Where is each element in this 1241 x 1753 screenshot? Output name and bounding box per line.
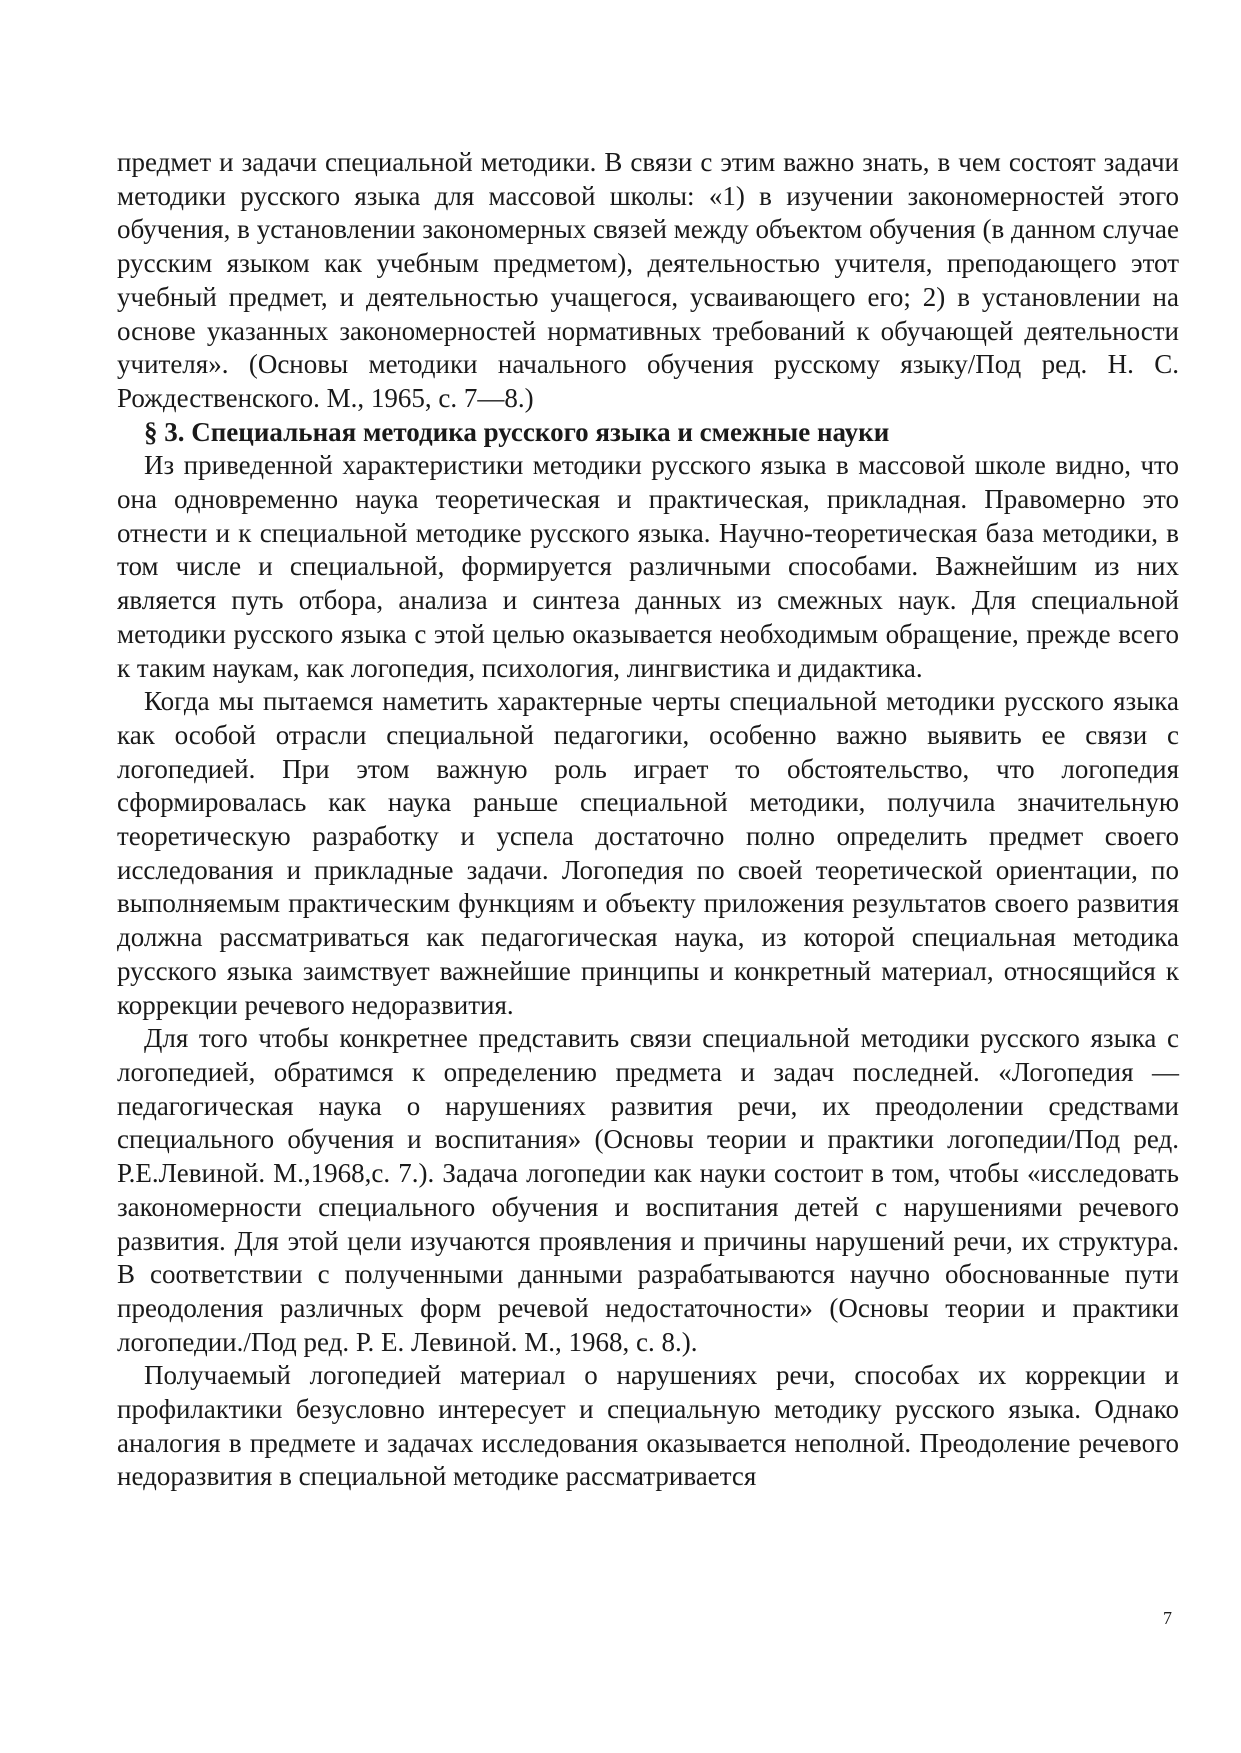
paragraph: Из приведенной характеристики методики русского языка в массовой школе видно, что она одновременно наука теоретическая и практическая, прикладная. Правомерно это отнести и к специальной методике русского языка. Научно-теоретическая база методики, в том числе и специальной, формируется различными способами. Важнейшим из них является путь отбора, анализа и синтеза данных из смежных наук. Для специальной методики русского языка с этой целью оказывается необходимым обращение, прежде всего к таким наукам, как логопедия, психология, лингвистика и дидактика. — [117, 450, 1179, 683]
paragraph-continuation: предмет и задачи специальной методики. В связи с этим важно знать, в чем состоят задачи методики русского языка для массовой школы: «1) в изучении закономерностей этого обучения, в установлении закономерных связей между объектом обучения (в данном случае русским языком как учебным предметом), деятельностью учителя, преподающего этот учебный предмет, и деятельностью учащегося, усваивающего его; 2) в установлении на основе указанных закономерностей нормативных требований к обучающей деятельности учителя». (Основы методики начального обучения русскому языку/Под ред. Н. С. Рождественского. М., 1965, с. 7—8.) — [117, 147, 1179, 413]
section-heading: § 3. Специальная методика русского языка и смежные науки — [144, 416, 890, 447]
paragraph: Когда мы пытаемся наметить характерные черты специальной методики русского языка как особой отрасли специальной педагогики, особенно важно выявить ее связи с логопедией. При этом важную роль играет то обстоятельство, что логопедия сформировалась как наука раньше специальной методики, получила значительную теоретическую разработку и успела достаточно полно определить предмет своего исследования и прикладные задачи. Логопедия по своей теоретической ориентации, по выполняемым практическим функциям и объекту приложения результатов своего развития должна рассматриваться как педагогическая наука, из которой специальная методика русского языка заимствует важнейшие принципы и конкретный материал, относящийся к коррекции речевого недоразвития. — [117, 686, 1179, 1020]
paragraph: Для того чтобы конкретнее представить связи специальной методики русского языка с логопедией, обратимся к определению предмета и задач последней. «Логопедия — педагогическая наука о нарушениях развития речи, их преодолении средствами специального обучения и воспитания» (Основы теории и практики логопедии/Под ред. Р.Е.Левиной. М.,1968,с. 7.). Задача логопедии как науки состоит в том, чтобы «исследовать закономерности специального обучения и воспитания детей с нарушениями речевого развития. Для этой цели изучаются проявления и причины нарушений речи, их структура. В соответствии с полученными данными разрабатываются научно обоснованные пути преодоления различных форм речевой недостаточности» (Основы теории и практики логопедии./Под ред. Р. Е. Левиной. М., 1968, с. 8.). — [117, 1023, 1179, 1357]
page-body — [117, 146, 1179, 1494]
page-number: 7 — [1163, 1608, 1172, 1628]
paragraph: Получаемый логопедией материал о нарушениях речи, способах их коррекции и профилактики безусловно интересует и специальную методику русского языка. Однако аналогия в предмете и задачах исследования оказывается неполной. Преодоление речевого недоразвития в специальной методике рассматривается — [117, 1360, 1179, 1492]
